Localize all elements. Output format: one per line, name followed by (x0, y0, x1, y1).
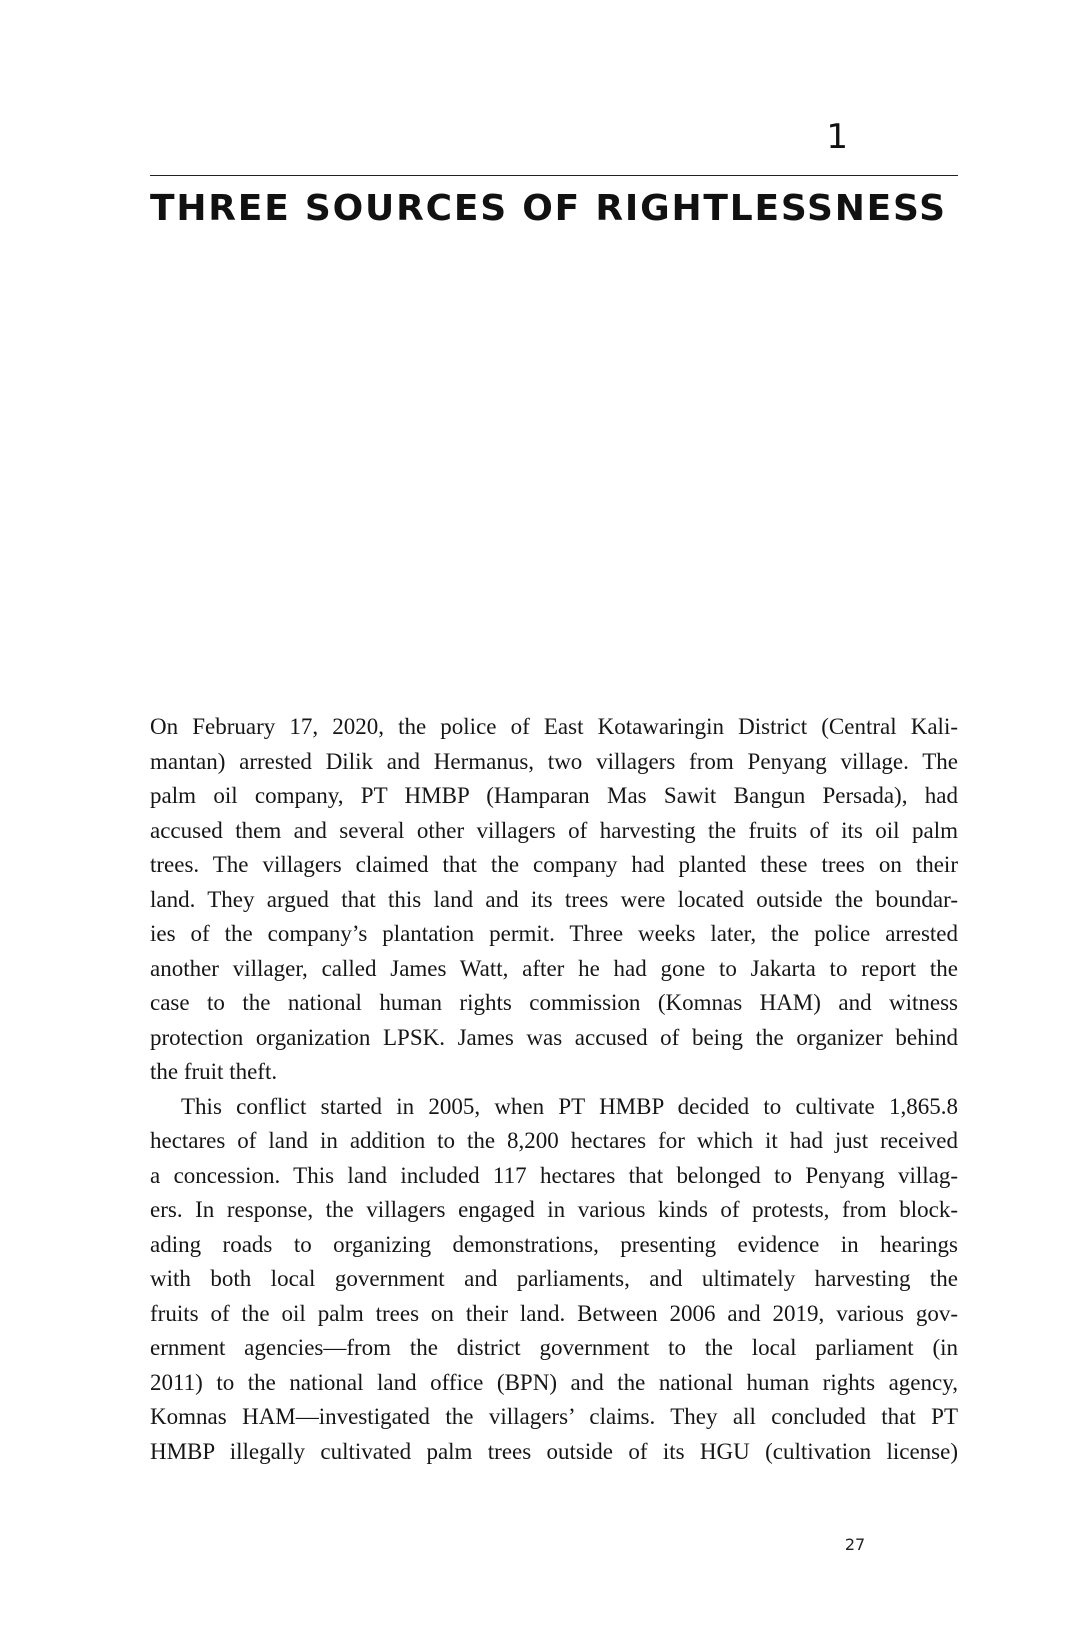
text-line: fruits of the oil palm trees on their land. Between 2006 and 2019, various gov- (150, 1300, 958, 1326)
text-line: HMBP illegally cultivated palm trees outside of its HGU (cultivation license) (150, 1438, 958, 1464)
text-line: ies of the company’s plantation permit. Three weeks later, the police arrested (150, 921, 958, 946)
text-line: palm oil company, PT HMBP (Hamparan Mas Sawit Bangun Persada), had (150, 783, 958, 808)
chapter-number: 1 (826, 117, 848, 157)
text-line: case to the national human rights commission (Komnas HAM) and witness (150, 990, 958, 1015)
text-line: another villager, called James Watt, after he had gone to Jakarta to report the (150, 955, 958, 981)
text-line: 2011) to the national land office (BPN) and the national human rights agency, (150, 1369, 958, 1395)
paragraph-2 (150, 1090, 958, 1470)
page-number: 27 (844, 1535, 866, 1554)
text-line: trees. The villagers claimed that the company had planted these trees on their (150, 852, 958, 877)
text-line: This conflict started in 2005, when PT HMBP decided to cultivate 1,865.8 (181, 1093, 958, 1119)
chapter-title: THREE SOURCES OF RIGHTLESSNESS (150, 188, 947, 229)
text-line: protection organization LPSK. James was accused of being the organizer behind (150, 1024, 958, 1050)
text-line: On February 17, 2020, the police of East Kotawaringin District (Central Kali- (150, 714, 958, 739)
text-line: ading roads to organizing demonstrations, presenting evidence in hearings (150, 1231, 958, 1257)
body-text (150, 710, 958, 1469)
text-line: accused them and several other villagers of harvesting the fruits of its oil palm (150, 817, 958, 843)
text-line: Komnas HAM—investigated the villagers’ claims. They all concluded that PT (150, 1404, 958, 1429)
text-line: the fruit theft. (150, 1059, 278, 1084)
text-line: land. They argued that this land and its trees were located outside the boundar- (150, 886, 958, 912)
text-line: with both local government and parliaments, and ultimately harvesting the (150, 1266, 958, 1291)
text-line: a concession. This land included 117 hectares that belonged to Penyang villag- (150, 1162, 958, 1188)
text-line: hectares of land in addition to the 8,200 hectares for which it had just received (150, 1128, 958, 1153)
text-line: ernment agencies—from the district government to the local parliament (in (150, 1335, 958, 1360)
text-line: ers. In response, the villagers engaged in various kinds of protests, from block- (150, 1197, 958, 1222)
paragraph-1 (150, 710, 958, 1090)
chapter-rule (150, 175, 958, 176)
text-line: mantan) arrested Dilik and Hermanus, two villagers from Penyang village. The (150, 748, 958, 774)
